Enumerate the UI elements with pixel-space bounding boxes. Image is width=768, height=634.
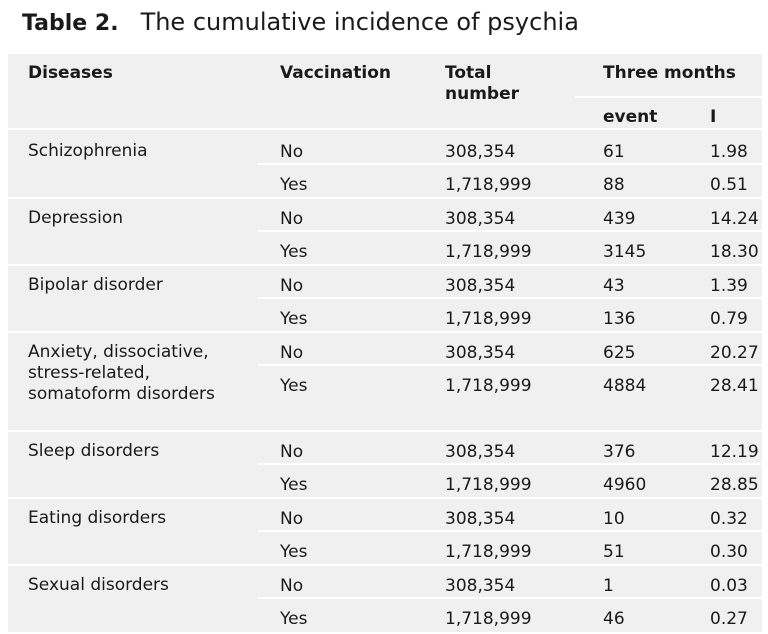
group-divider [8,497,762,499]
vaccination-cell: No [280,142,304,162]
vaccination-cell: Yes [280,609,308,629]
event-cell: 136 [603,309,636,329]
total-number-cell: 1,718,999 [445,542,532,562]
header-total-number: Total number [445,63,520,104]
event-cell: 46 [603,609,625,629]
total-number-cell: 1,718,999 [445,475,532,495]
event-cell: 1 [603,576,614,596]
group-divider [8,430,762,432]
i-cell: 1.39 [710,276,748,296]
row-divider [258,463,762,465]
table-caption-text: The cumulative incidence of psychia [140,8,579,36]
total-number-cell: 308,354 [445,576,516,596]
event-cell: 10 [603,509,625,529]
event-cell: 61 [603,142,625,162]
event-cell: 43 [603,276,625,296]
row-divider [258,530,762,532]
vaccination-cell: No [280,276,304,296]
i-cell: 0.32 [710,509,748,529]
vaccination-cell: No [280,343,304,363]
i-cell: 0.51 [710,175,748,195]
disease-cell: Bipolar disorder [28,275,163,295]
total-number-cell: 1,718,999 [445,309,532,329]
data-table [8,54,762,632]
table-caption-label: Table 2. [22,11,119,36]
i-cell: 14.24 [710,209,759,229]
disease-cell: Eating disorders [28,508,167,528]
table-caption [22,8,579,36]
disease-cell: Anxiety, dissociative, stress-related, somatoform disorders [28,342,215,404]
i-cell: 18.30 [710,242,759,262]
disease-cell: Sexual disorders [28,575,169,595]
event-cell: 439 [603,209,636,229]
header-vaccination: Vaccination [280,63,391,83]
total-number-cell: 308,354 [445,442,516,462]
disease-cell: Sleep disorders [28,441,160,461]
total-number-cell: 1,718,999 [445,376,532,396]
vaccination-cell: Yes [280,242,308,262]
vaccination-cell: No [280,509,304,529]
vaccination-cell: No [280,442,304,462]
event-cell: 51 [603,542,625,562]
event-cell: 88 [603,175,625,195]
i-cell: 0.27 [710,609,748,629]
header-i: I [710,107,717,127]
total-number-cell: 308,354 [445,509,516,529]
total-number-cell: 1,718,999 [445,242,532,262]
vaccination-cell: Yes [280,542,308,562]
row-divider [258,163,762,165]
row-divider [258,597,762,599]
i-cell: 0.79 [710,309,748,329]
header-three-months: Three months [603,63,736,83]
vaccination-cell: No [280,576,304,596]
header-divider [8,128,762,130]
vaccination-cell: No [280,209,304,229]
event-cell: 3145 [603,242,647,262]
vaccination-cell: Yes [280,376,308,396]
i-cell: 0.03 [710,576,748,596]
total-number-cell: 1,718,999 [445,609,532,629]
total-number-cell: 308,354 [445,209,516,229]
event-cell: 4960 [603,475,647,495]
i-cell: 20.27 [710,343,759,363]
i-cell: 1.98 [710,142,748,162]
total-number-cell: 308,354 [445,343,516,363]
event-cell: 376 [603,442,636,462]
header-diseases: Diseases [28,63,113,83]
header-subdivider [575,96,762,98]
total-number-cell: 308,354 [445,276,516,296]
row-divider [258,364,762,366]
row-divider [258,297,762,299]
event-cell: 625 [603,343,636,363]
event-cell: 4884 [603,376,647,396]
vaccination-cell: Yes [280,175,308,195]
i-cell: 12.19 [710,442,759,462]
group-divider [8,564,762,566]
group-divider [8,331,762,333]
i-cell: 0.30 [710,542,748,562]
total-number-cell: 1,718,999 [445,175,532,195]
vaccination-cell: Yes [280,475,308,495]
header-event: event [603,107,658,127]
disease-cell: Schizophrenia [28,141,148,161]
row-divider [258,230,762,232]
i-cell: 28.41 [710,376,759,396]
group-divider [8,197,762,199]
vaccination-cell: Yes [280,309,308,329]
group-divider [8,264,762,266]
total-number-cell: 308,354 [445,142,516,162]
disease-cell: Depression [28,208,124,228]
i-cell: 28.85 [710,475,759,495]
